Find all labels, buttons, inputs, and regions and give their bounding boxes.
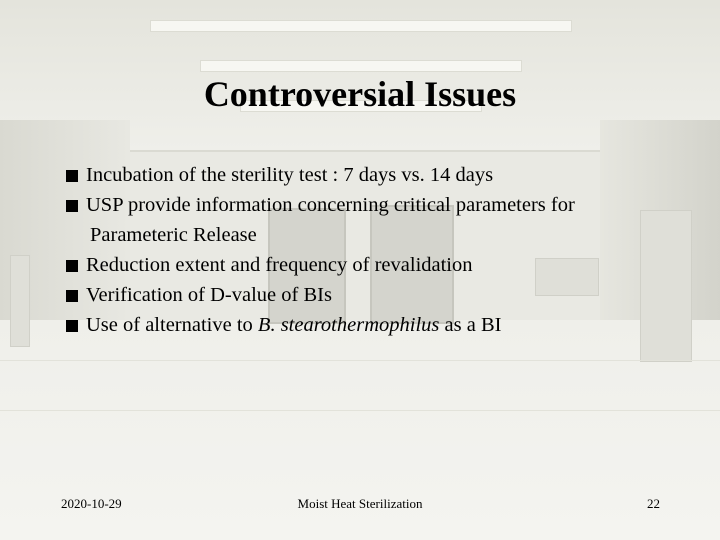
footer-date: 2020-10-29 bbox=[61, 496, 122, 511]
bullet-item bbox=[62, 280, 682, 310]
bullet-item bbox=[62, 250, 682, 280]
square-bullet-icon bbox=[66, 260, 78, 272]
page-number: 22 bbox=[647, 496, 660, 511]
bullet-text: Verification of D-value of BIs bbox=[86, 284, 332, 306]
bullet-text-continuation: Parameteric Release bbox=[90, 224, 257, 246]
bullet-list bbox=[62, 160, 682, 340]
square-bullet-icon bbox=[66, 170, 78, 182]
slide-title: Controversial Issues bbox=[203, 74, 517, 114]
bullet-text: Incubation of the sterility test : 7 days vs. 14 days bbox=[86, 164, 494, 186]
bullet-item bbox=[62, 310, 682, 340]
square-bullet-icon bbox=[66, 320, 78, 332]
bullet-text-after: as a BI bbox=[439, 314, 502, 336]
bullet-text: Reduction extent and frequency of revalidation bbox=[86, 254, 473, 276]
bullet-text-italic: B. stearothermophilus bbox=[257, 314, 440, 336]
bullet-item bbox=[62, 190, 682, 250]
bullet-text: USP provide information concerning critical parameters for bbox=[86, 194, 575, 216]
square-bullet-icon bbox=[66, 200, 78, 212]
bullet-item bbox=[62, 160, 682, 190]
bullet-text-before: Use of alternative to bbox=[86, 314, 258, 336]
footer-title: Moist Heat Sterilization bbox=[297, 496, 423, 511]
square-bullet-icon bbox=[66, 290, 78, 302]
